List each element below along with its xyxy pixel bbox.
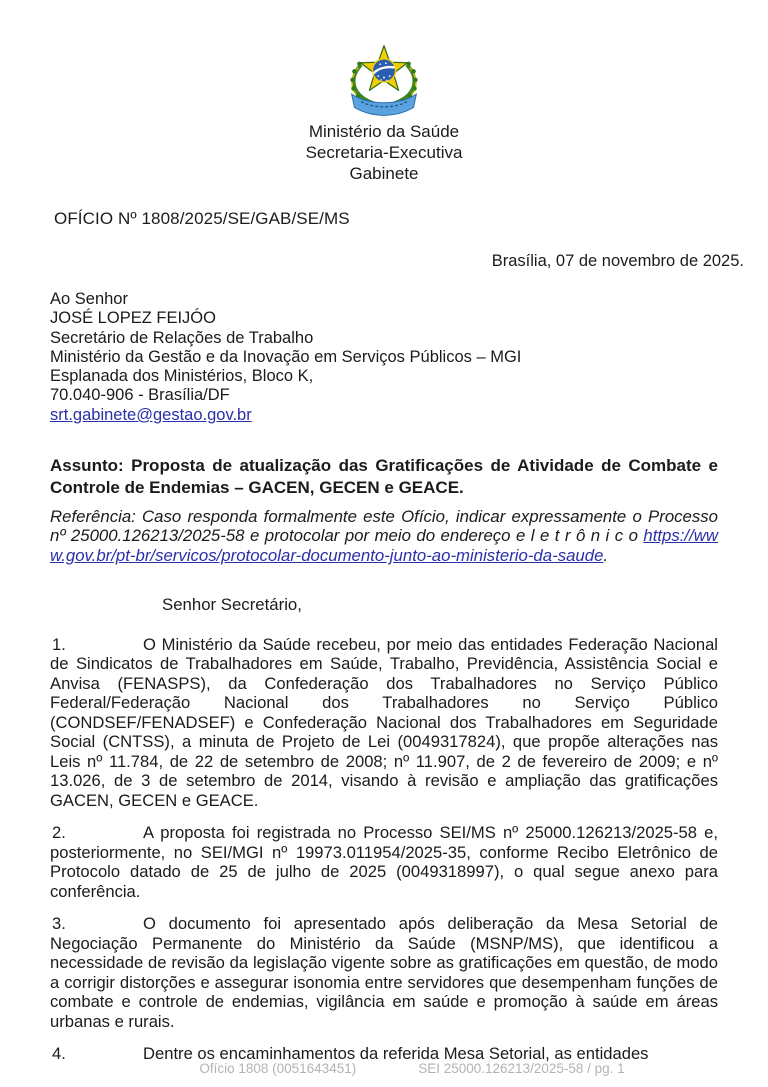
brazil-coat-of-arms-icon	[336, 38, 432, 118]
paragraph-number: 1.	[52, 634, 66, 654]
addressee-name: JOSÉ LOPEZ FEIJÓO	[50, 309, 216, 328]
addressee-block	[50, 290, 718, 425]
paragraph-text: A proposta foi registrada no Processo SEI/MS nº 25000.126213/2025-58 e, posteriormente, no SEI/MGI nº 19973.011954/2025-35, conforme Recibo Eletrônico de Protocolo datado de 25 de julho de 2025 (0049318997), o qual segue anexo para conferência.	[50, 823, 718, 901]
page-footer	[0, 1061, 768, 1076]
oficio-number: OFÍCIO Nº 1808/2025/SE/GAB/SE/MS	[54, 209, 350, 228]
salutation: Senhor Secretário,	[162, 594, 302, 614]
addressee-title: Secretário de Relações de Trabalho	[50, 328, 314, 347]
body-paragraph-3	[50, 914, 718, 1031]
addressee-cep-city: 70.040-906 - Brasília/DF	[50, 386, 230, 405]
reference-text-end: .	[603, 546, 609, 566]
org-line-cabinet: Gabinete	[349, 164, 419, 183]
org-line-ministry: Ministério da Saúde	[308, 122, 460, 141]
addressee-address: Esplanada dos Ministérios, Bloco K,	[50, 367, 314, 386]
dateline: Brasília, 07 de novembro de 2025.	[491, 252, 744, 270]
addressee-line: Ao Senhor	[50, 290, 128, 308]
footer-sei-page-label: SEI 25000.126213/2025-58 / pg. 1	[418, 1061, 625, 1076]
addressee-email-line	[50, 406, 718, 425]
protocol-url-link[interactable]: https://www.gov.br/pt-br/servicos/protocolar-documento-junto-ao-ministerio-da-saude	[50, 526, 718, 566]
org-line-secretariat: Secretaria-Executiva	[305, 143, 463, 162]
paragraph-number: 3.	[52, 914, 66, 934]
subject-paragraph: Assunto: Proposta de atualização das Gratificações de Atividade de Combate e Controle de Endemias – GACEN, GECEN e GEACE.	[50, 456, 718, 498]
reference-paragraph	[50, 507, 718, 566]
paragraph-number: 2.	[52, 823, 66, 843]
paragraph-text: O documento foi apresentado após deliberação da Mesa Setorial de Negociação Permanente do Ministério da Saúde (MSNP/MS), que identificou a necessidade de revisão da legislação vigente sobre as gratificações em questão, de modo a corrigir distorções e assegurar isonomia entre servidores que desempenham funções de combate e controle de endemias, vigilância em saúde e promoção à saúde em áreas urbanas e rurais.	[50, 914, 718, 1031]
footer-document-label: Ofício 1808 (0051643451)	[199, 1061, 357, 1076]
document-letterhead	[50, 0, 718, 184]
paragraph-text: Dentre os encaminhamentos da referida Mesa Setorial, as entidades	[143, 1044, 649, 1064]
paragraph-number: 4.	[52, 1044, 66, 1064]
letterhead-org-block	[50, 121, 718, 184]
reference-text: Referência: Caso responda formalmente este Ofício, indicar expressamente o Processo nº 25000.126213/2025-58 e protocolar por meio do endereço e l e t r ô n i c o	[50, 506, 718, 546]
addressee-org: Ministério da Gestão e da Inovação em Serviços Públicos – MGI	[50, 347, 522, 366]
body-paragraph-1	[50, 635, 718, 811]
paragraph-text: O Ministério da Saúde recebeu, por meio das entidades Federação Nacional de Sindicatos de Trabalhadores em Saúde, Trabalho, Previdência, Assistência Social e Anvisa (FENASPS), da Confederação dos Trabalhadores no Serviço Público Federal/Federação Nacional dos Trabalhadores no Serviço Público (CONDSEF/FENADSEF) e Confederação Nacional dos Trabalhadores em Seguridade Social (CNTSS), a minuta de Projeto de Lei (0049317824), que propõe alterações nas Leis nº 11.784, de 22 de setembro de 2008; nº 11.907, de 2 de fevereiro de 2009; e nº 13.026, de 3 de setembro de 2014, visando à revisão e ampliação das gratificações GACEN, GECEN e GEACE.	[50, 634, 718, 810]
addressee-email-link[interactable]: srt.gabinete@gestao.gov.br	[50, 405, 252, 424]
body-paragraph-2	[50, 823, 718, 901]
